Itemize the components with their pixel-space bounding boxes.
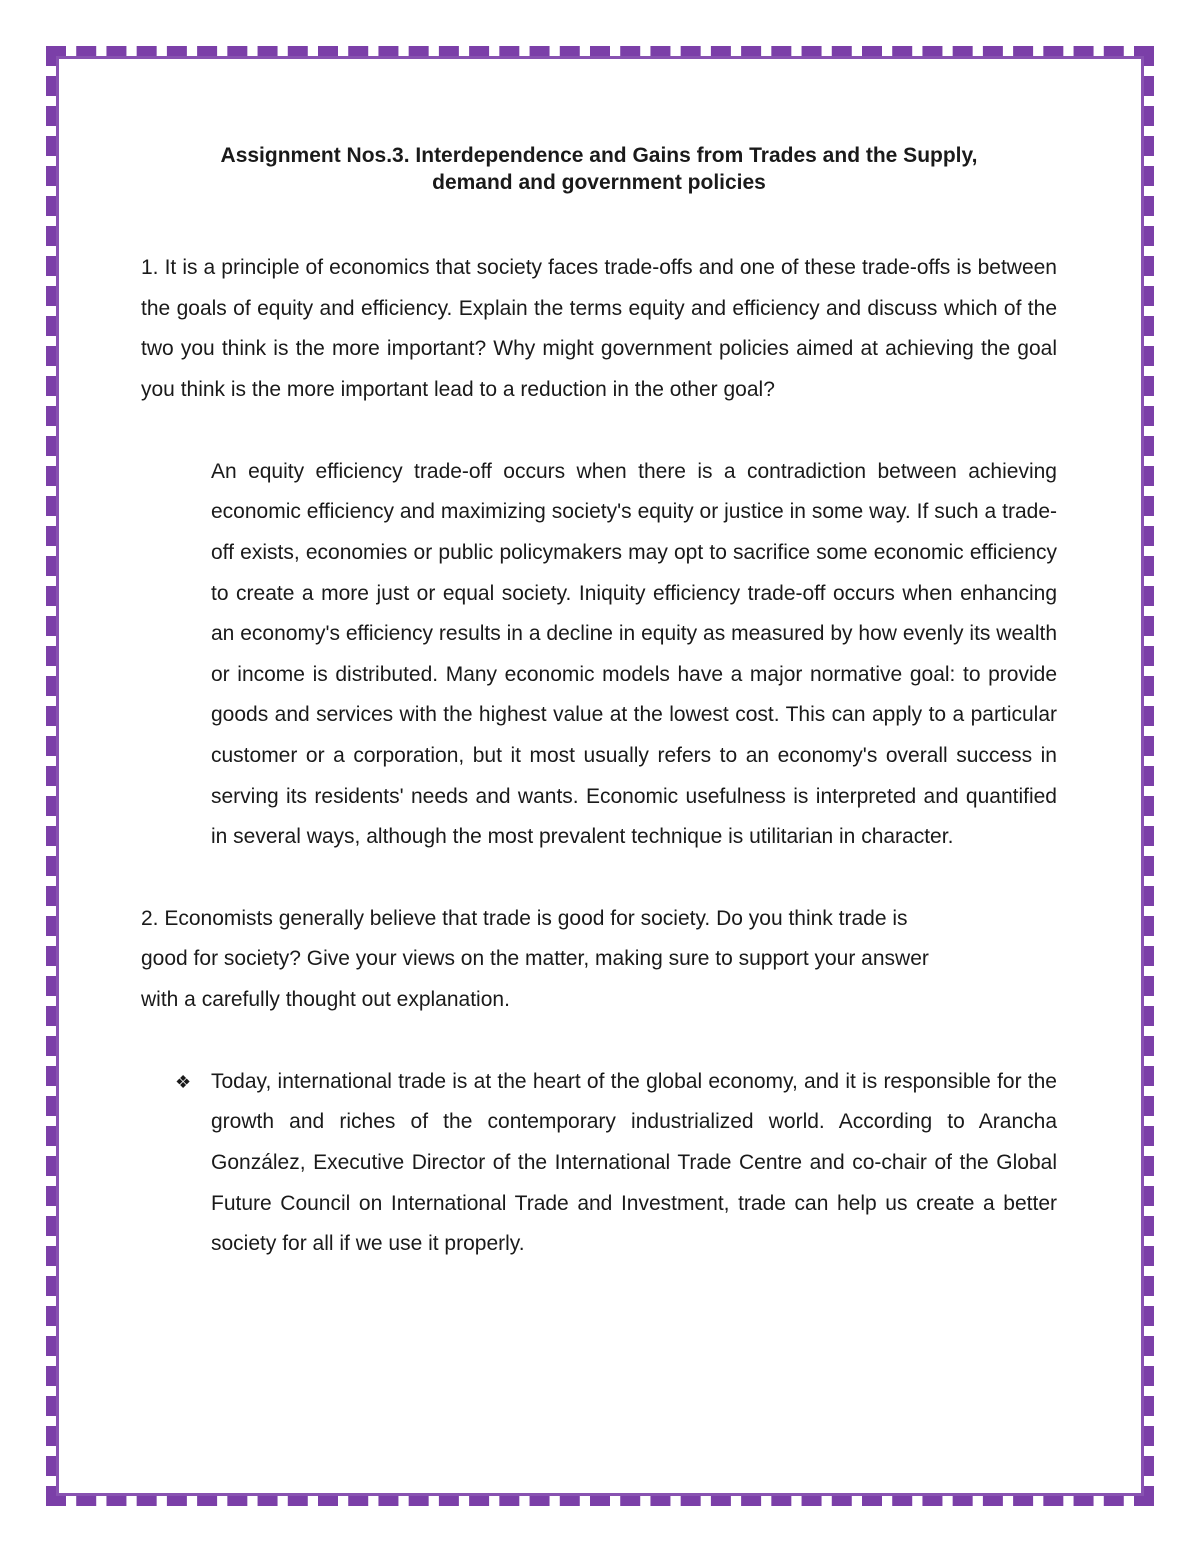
question-2-line-3: with a carefully thought out explanation. [141, 988, 510, 1012]
title-line-2: demand and government policies [432, 171, 766, 194]
question-2 [141, 899, 1057, 1021]
diamond-bullet-icon: ❖ [175, 1071, 192, 1092]
title-line-1: Assignment Nos.3. Interdependence and Gains from Trades and the Supply, [220, 144, 978, 167]
answer-1: An equity efficiency trade-off occurs when there is a contradiction between achieving economic efficiency and maximizing society's equity or justice in some way. If such a trade-off exists, economies or public policymakers may opt to sacrifice some economic efficiency to create a more just or equal society. Iniquity efficiency trade-off occurs when enhancing an economy's efficiency results in a decline in equity as measured by how evenly its wealth or income is distributed. Many economic models have a major normative goal: to provide goods and services with the highest value at the lowest cost. This can apply to a particular customer or a corporation, but it most usually refers to an economy's overall success in serving its residents' needs and wants. Economic usefulness is interpreted and quantified in several ways, although the most prevalent technique is utilitarian in character. [211, 459, 1057, 849]
document-body [141, 142, 1057, 1265]
answer-2-bullet [175, 1062, 1057, 1265]
question-2-line-1: 2. Economists generally believe that trade is good for society. Do you think trade is [141, 906, 908, 930]
question-2-line-2: good for society? Give your views on the matter, making sure to support your answer [141, 947, 929, 971]
answer-2: Today, international trade is at the heart of the global economy, and it is responsible for the growth and riches of the contemporary industrialized world. According to Arancha González, Executive Director of the International Trade Centre and co-chair of the Global Future Council on International Trade and Investment, trade can help us create a better society for all if we use it properly. [211, 1069, 1057, 1256]
document-title [141, 142, 1057, 196]
question-1: 1. It is a principle of economics that society faces trade-offs and one of these trade-offs is between the goals of equity and efficiency. Explain the terms equity and efficiency and discuss which of the two you think is the more important? Why might government policies aimed at achieving the goal you think is the more important lead to a reduction in the other goal? [141, 256, 1057, 402]
